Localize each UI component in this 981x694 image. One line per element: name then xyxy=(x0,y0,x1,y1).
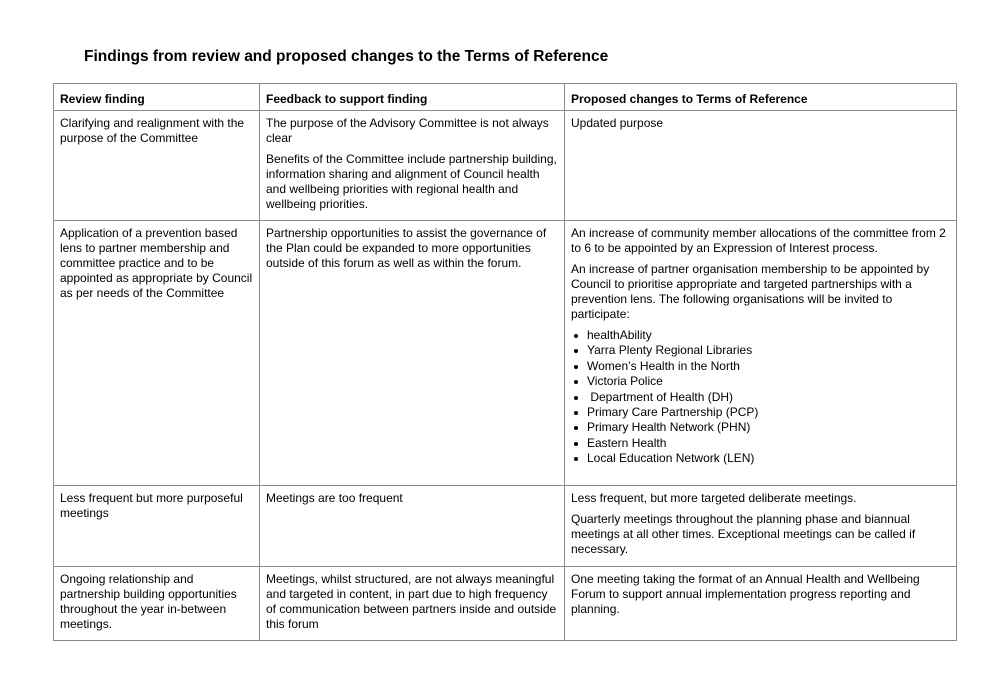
finding-cell xyxy=(54,567,260,641)
finding-text: Ongoing relationship and partnership building opportunities throughout the year in-between meetings. xyxy=(60,572,237,631)
changes-cell xyxy=(565,486,957,567)
changes-text: Updated purpose xyxy=(571,116,664,130)
finding-cell xyxy=(54,111,260,221)
header-feedback: Feedback to support finding xyxy=(260,84,565,111)
finding-cell xyxy=(54,486,260,567)
changes-text: An increase of partner organisation membership to be appointed by Council to prioritise appropriate and targeted partnerships with a prevention lens. The following organisations will be invited to participate: xyxy=(571,262,930,321)
list-item: Primary Health Network (PHN) xyxy=(587,420,950,435)
list-item: Women’s Health in the North xyxy=(587,359,950,374)
list-item: Local Education Network (LEN) xyxy=(587,451,950,466)
changes-text: Less frequent, but more targeted deliberate meetings. xyxy=(571,491,857,505)
terms-of-reference-table xyxy=(53,83,957,641)
feedback-text: Meetings, whilst structured, are not always meaningful and targeted in content, in part due to high frequency of communication between partners inside and outside this forum xyxy=(266,572,557,631)
table-header-row xyxy=(54,84,957,111)
list-item: Victoria Police xyxy=(587,374,950,389)
feedback-cell xyxy=(260,486,565,567)
feedback-text: The purpose of the Advisory Committee is not always clear xyxy=(266,116,549,145)
list-item: Eastern Health xyxy=(587,436,950,451)
feedback-text: Meetings are too frequent xyxy=(266,491,403,505)
organisation-list xyxy=(571,328,950,467)
changes-cell xyxy=(565,567,957,641)
header-proposed-changes: Proposed changes to Terms of Reference xyxy=(565,84,957,111)
finding-text: Application of a prevention based lens to partner membership and committee practice and to be appointed as appropriate by Council as per needs of the Committee xyxy=(60,226,253,300)
finding-text: Less frequent but more purposeful meetings xyxy=(60,491,243,520)
changes-text: One meeting taking the format of an Annual Health and Wellbeing Forum to support annual implementation progress reporting and planning. xyxy=(571,572,920,616)
changes-text: Quarterly meetings throughout the planning phase and biannual meetings at all other times. Exceptional meetings can be called if necessary. xyxy=(571,512,916,556)
table-row xyxy=(54,567,957,641)
feedback-text: Benefits of the Committee include partnership building, information sharing and alignment of Council health and wellbeing priorities with regional health and wellbeing priorities. xyxy=(266,152,557,211)
table-row xyxy=(54,111,957,221)
header-review-finding: Review finding xyxy=(54,84,260,111)
feedback-text: Partnership opportunities to assist the governance of the Plan could be expanded to more opportunities outside of this forum as well as within the forum. xyxy=(266,226,547,270)
table-row xyxy=(54,486,957,567)
feedback-cell xyxy=(260,111,565,221)
list-item: Department of Health (DH) xyxy=(587,390,950,405)
finding-text: Clarifying and realignment with the purpose of the Committee xyxy=(60,116,245,145)
finding-cell xyxy=(54,221,260,486)
feedback-cell xyxy=(260,567,565,641)
changes-cell xyxy=(565,111,957,221)
list-item: Primary Care Partnership (PCP) xyxy=(587,405,950,420)
list-item: Yarra Plenty Regional Libraries xyxy=(587,343,950,358)
list-item: healthAbility xyxy=(587,328,950,343)
table-row xyxy=(54,221,957,486)
page-title: Findings from review and proposed changes to the Terms of Reference xyxy=(84,48,609,65)
feedback-cell xyxy=(260,221,565,486)
changes-text: An increase of community member allocations of the committee from 2 to 6 to be appointed by an Expression of Interest process. xyxy=(571,226,946,255)
changes-cell xyxy=(565,221,957,486)
